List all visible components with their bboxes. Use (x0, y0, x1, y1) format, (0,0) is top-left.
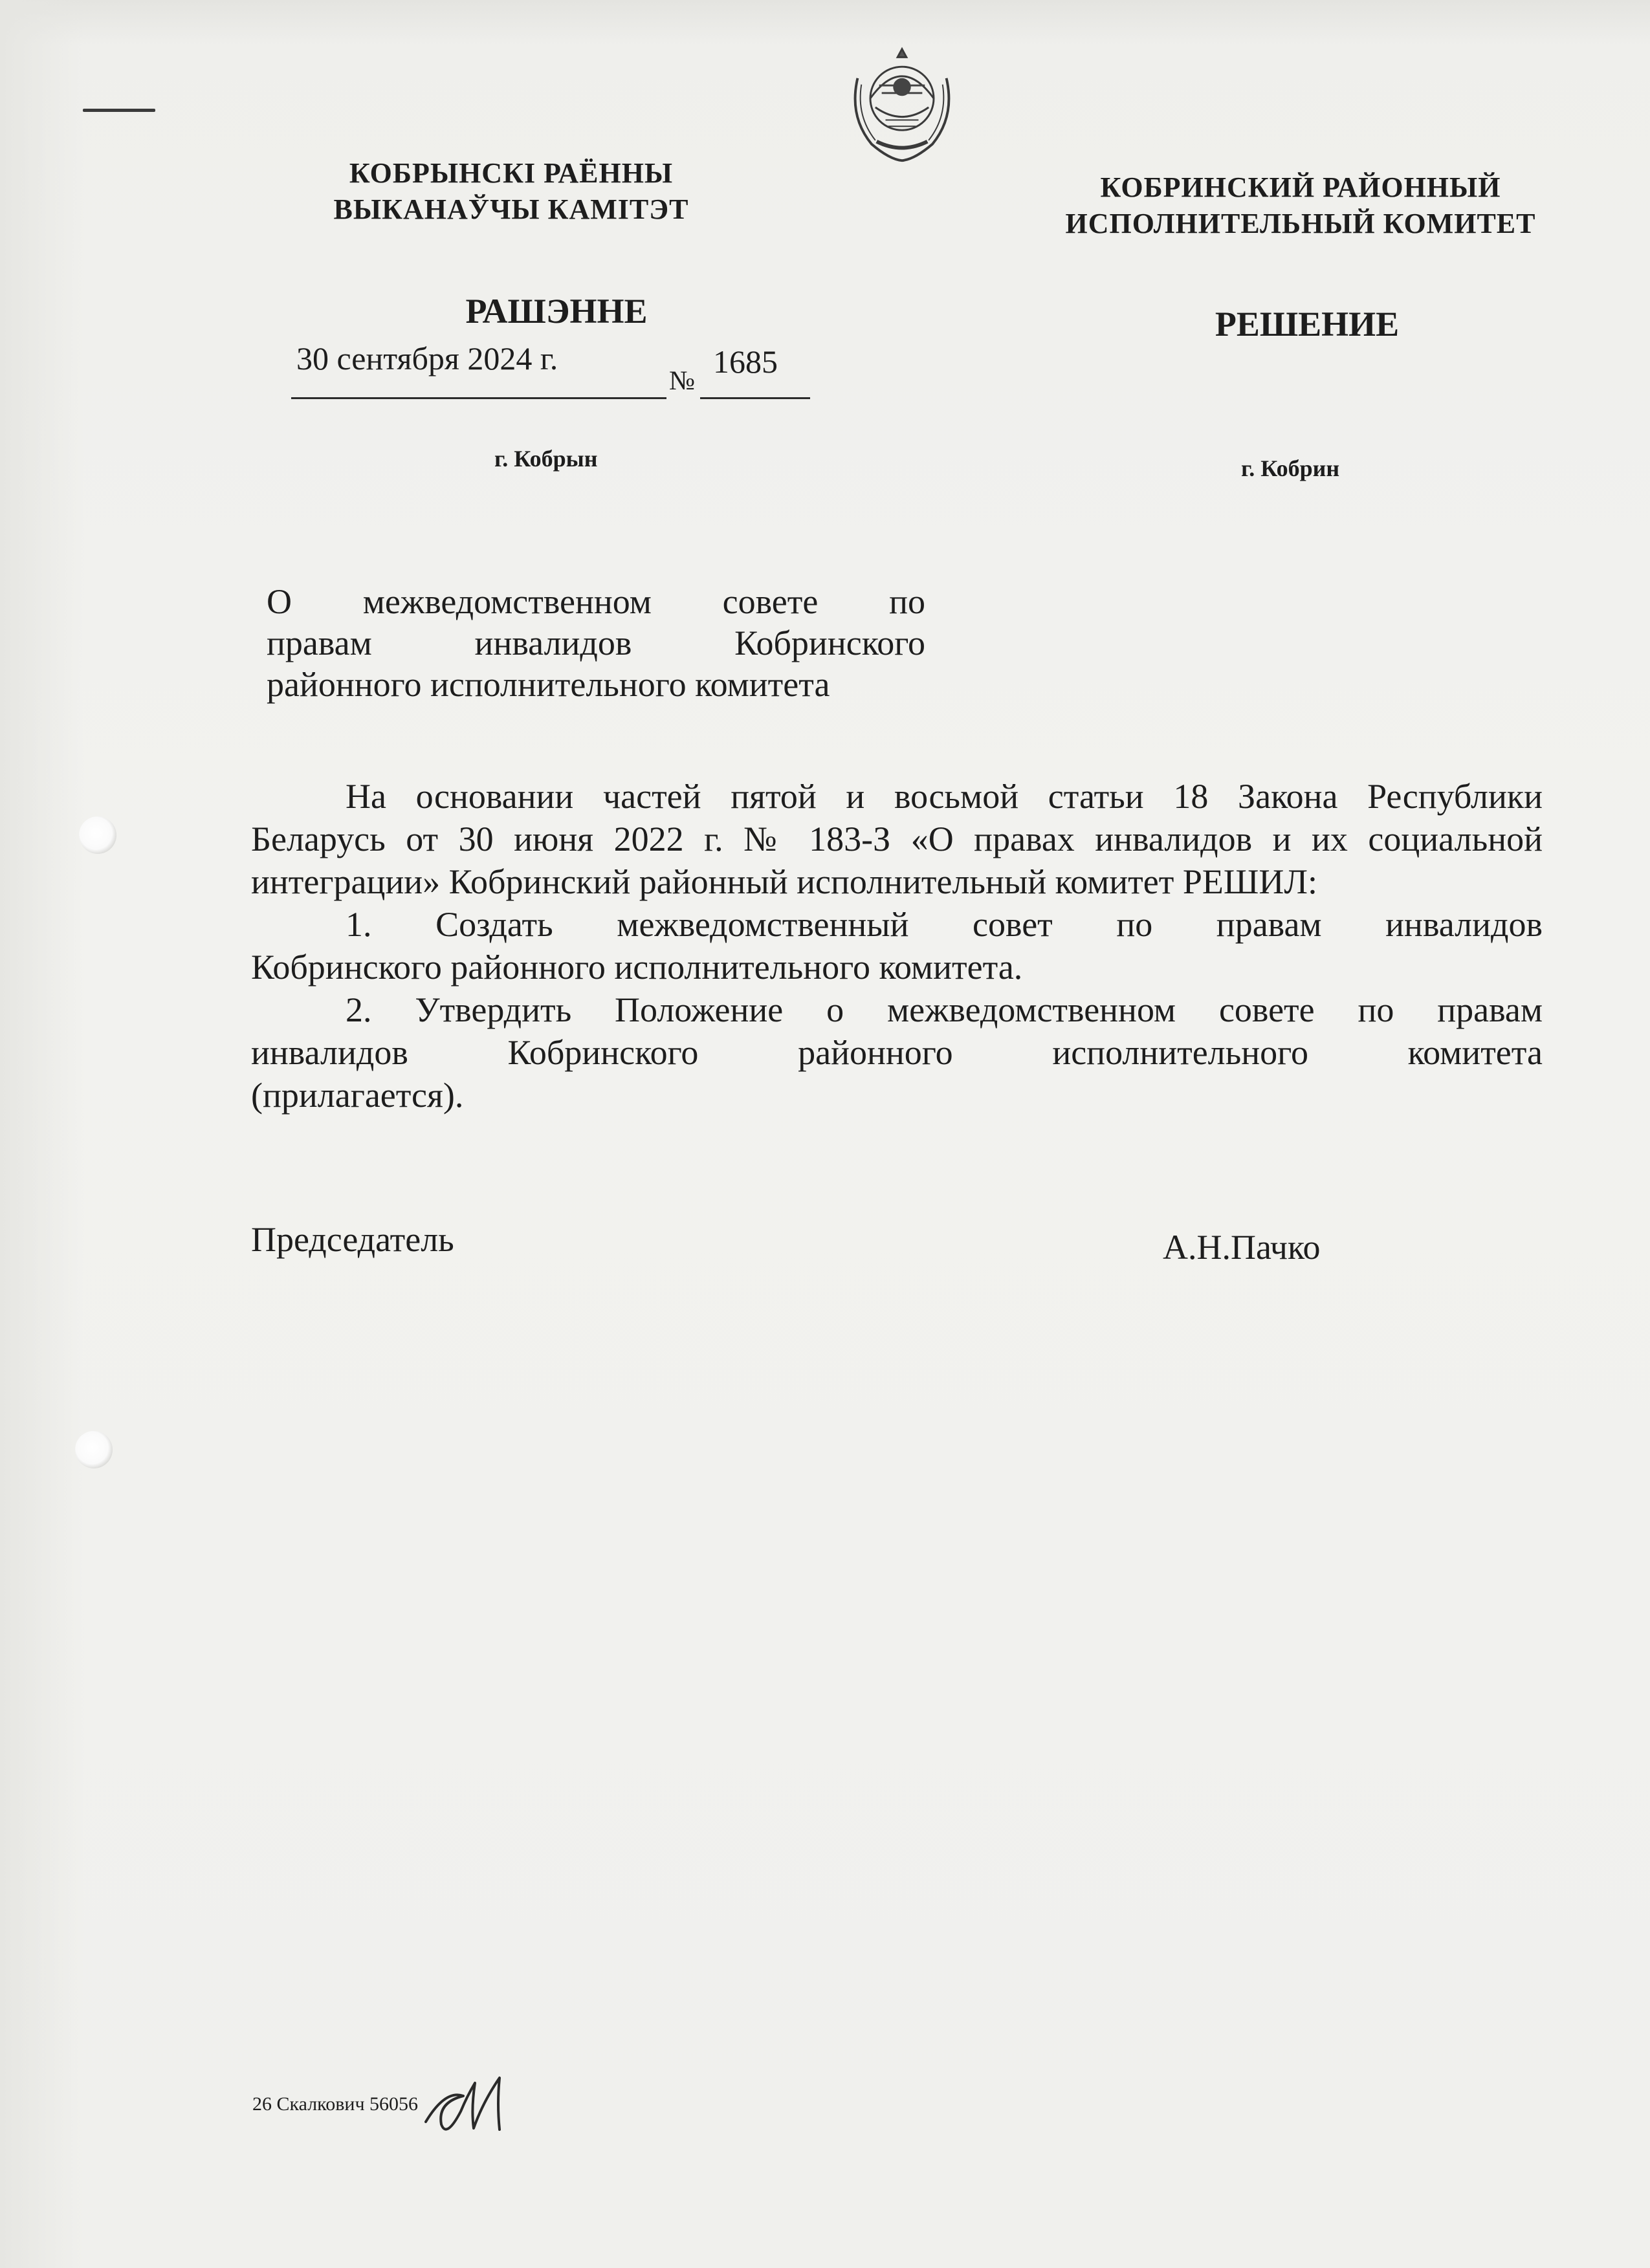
document-date: 30 сентября 2024 г. (296, 340, 558, 376)
body-line: Кобринского районного исполнительного комитета. (251, 948, 1023, 987)
decision-body (251, 775, 1543, 1117)
document-number: 1685 (713, 343, 778, 380)
number-underline (700, 397, 810, 399)
document-type-belarusian: РАШЭННЕ (465, 292, 648, 331)
body-line: 1. Создать межведомственный совет по правам инвалидов (346, 905, 1543, 944)
body-line: (прилагается). (251, 1076, 464, 1115)
body-line: инвалидов Кобринского районного исполнительного комитета (251, 1033, 1543, 1072)
document-subject (267, 581, 925, 705)
body-line: 2. Утвердить Положение о межведомственном совете по правам (346, 990, 1543, 1029)
body-line: На основании частей пятой и восьмой статьи 18 Закона Республики (346, 777, 1543, 816)
body-line: Беларусь от 30 июня 2022 г. № 183-З «О правах инвалидов и их социальной (251, 820, 1543, 858)
body-line: интеграции» Кобринский районный исполнительный комитет РЕШИЛ: (251, 862, 1317, 901)
subject-line: правам инвалидов Кобринского (267, 624, 925, 662)
scan-shadow-left (0, 0, 84, 2268)
executor-note: 26 Скалкович 56056 (252, 2093, 419, 2115)
document-type-russian: РЕШЕНИЕ (1215, 305, 1400, 343)
organization-name-line: КОБРЫНСКІ РАЁННЫ (349, 157, 674, 189)
signatory-title: Председатель (251, 1220, 454, 1259)
date-underline (291, 397, 666, 399)
organization-name-line: КОБРИНСКИЙ РАЙОННЫЙ (1100, 171, 1501, 203)
handwritten-initials-icon (419, 2057, 529, 2141)
punch-hole-icon (75, 1431, 113, 1468)
signatory-name: А.Н.Пачко (1163, 1228, 1321, 1267)
state-emblem-icon (839, 40, 965, 167)
margin-mark (83, 109, 155, 112)
city-belarusian: г. Кобрын (494, 446, 598, 472)
city-russian: г. Кобрин (1241, 455, 1340, 481)
organization-name-belarusian (298, 155, 725, 228)
number-sign: № (669, 366, 696, 396)
organization-name-russian (1009, 169, 1592, 242)
subject-line: районного исполнительного комитета (267, 665, 830, 704)
subject-line: О межведомственном совете по (267, 582, 925, 621)
scan-shadow-top (0, 0, 1650, 45)
organization-name-line: ВЫКАНАЎЧЫ КАМІТЭТ (333, 193, 689, 225)
organization-name-line: ИСПОЛНИТЕЛЬНЫЙ КОМИТЕТ (1065, 208, 1536, 239)
punch-hole-icon (79, 816, 116, 854)
